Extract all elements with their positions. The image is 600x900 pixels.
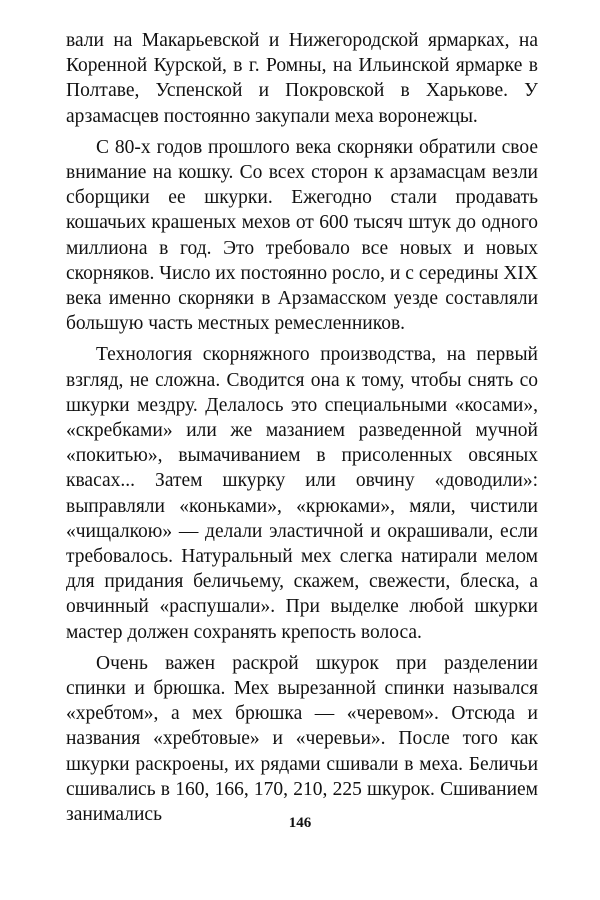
paragraph-1: вали на Макарьевской и Нижегородской ярмарках, на Коренной Курской, в г. Ромны, на Ильинской ярмарке в Полтаве, Успенской и Покровской в Харькове. У арзамасцев постоянно закупали меха воронежцы.: [66, 30, 538, 127]
body-text: [66, 28, 538, 833]
paragraph-2: С 80-х годов прошлого века скорняки обратили свое внимание на кошку. Со всех сторон к арзамасцам везли сборщики ее шкурки. Ежегодно стали продавать кошачьих крашеных мехов от 600 тысяч штук до одного миллиона в год. Это требовало все новых и новых скорняков. Число их постоянно росло, и с середины XIX века именно скорняки в Арзамасском уезде составляли большую часть местных ремесленников.: [66, 136, 538, 335]
paragraph-4: Очень важен раскрой шкурок при разделении спинки и брюшка. Мех вырезанной спинки назывался «хребтом», а мех брюшка — «черевом». Отсюда и названия «хребтовые» и «черевьи». После того как шкурки раскроены, их рядами сшивали в меха. Беличьи сшивались в 160, 166, 170, 210, 225 шкурок. Сшиванием занимались: [66, 652, 538, 826]
paragraph-3: Технология скорняжного производства, на первый взгляд, не сложна. Сводится она к тому, чтобы снять со шкурки мездру. Делалось это специальными «косами», «скребками» или же мазанием разведенной мучной «покитью», вымачиванием в присоленных овсяных квасах... Затем шкурку или овчину «доводили»: выправляли «коньками», «крюками», мяли, чистили «чищалкою» — делали эластичной и окрашивали, если требовалось. Натуральный мех слегка натирали мелом для придания беличьему, скажем, свежести, блеска, а овчинный «распушали». При выделке любой шкурки мастер должен сохранять крепость волоса.: [66, 344, 538, 643]
page-number: 146: [288, 815, 312, 831]
